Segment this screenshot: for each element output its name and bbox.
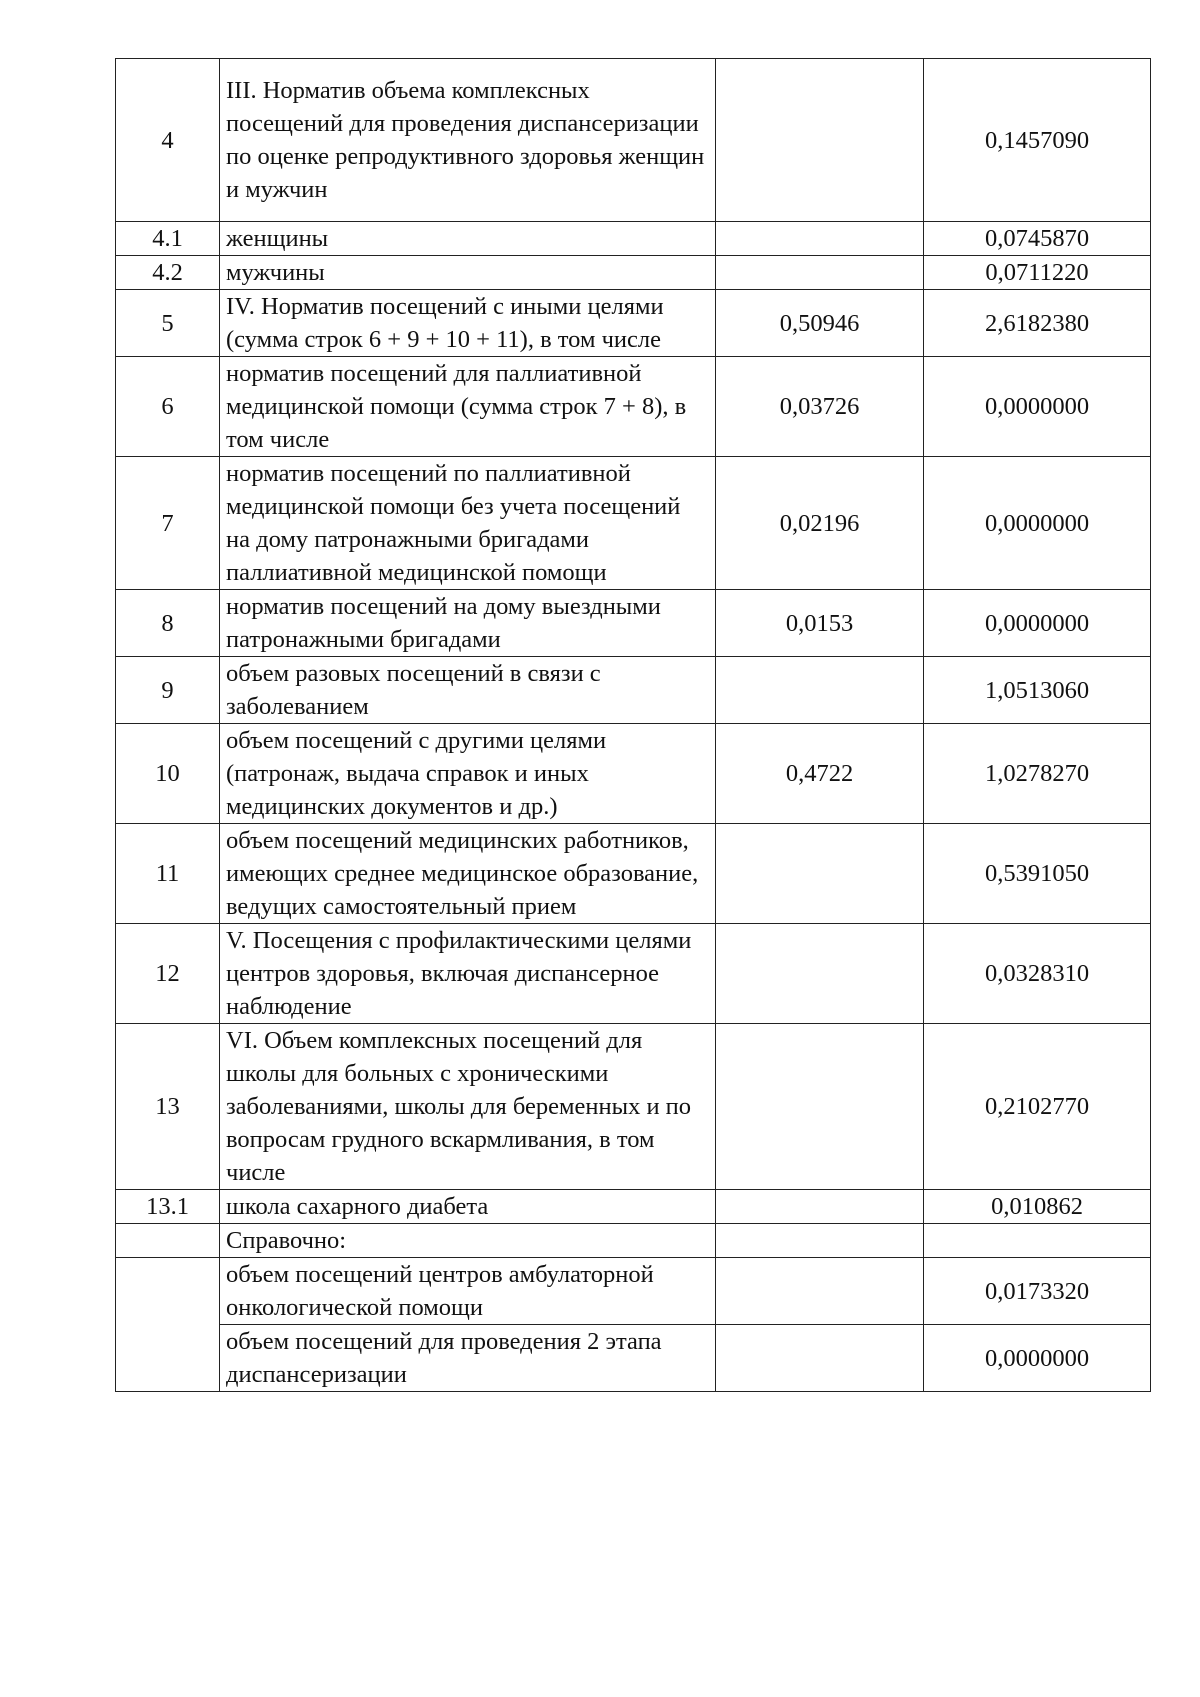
value-1-cell: 0,03726 bbox=[716, 357, 924, 457]
table-row bbox=[116, 1224, 1151, 1258]
value-2-cell: 0,0000000 bbox=[924, 1325, 1151, 1392]
value-1-cell bbox=[716, 1224, 924, 1258]
value-1-cell bbox=[716, 1258, 924, 1325]
row-number-cell bbox=[116, 1258, 220, 1392]
table-row bbox=[116, 724, 1151, 824]
value-2-cell: 0,0173320 bbox=[924, 1258, 1151, 1325]
row-number-cell: 13 bbox=[116, 1024, 220, 1190]
row-number-cell: 4.2 bbox=[116, 256, 220, 290]
row-number-cell: 7 bbox=[116, 457, 220, 590]
value-1-cell bbox=[716, 1325, 924, 1392]
row-number-cell: 8 bbox=[116, 590, 220, 657]
value-2-cell: 0,2102770 bbox=[924, 1024, 1151, 1190]
value-2-cell: 1,0278270 bbox=[924, 724, 1151, 824]
value-1-cell bbox=[716, 1190, 924, 1224]
row-number-cell: 9 bbox=[116, 657, 220, 724]
reference-row bbox=[116, 1325, 1151, 1392]
value-2-cell: 0,0000000 bbox=[924, 357, 1151, 457]
table-row bbox=[116, 1024, 1151, 1190]
value-2-cell bbox=[924, 1224, 1151, 1258]
value-2-cell: 0,0328310 bbox=[924, 924, 1151, 1024]
row-name-cell: объем посещений медицинских работников, имеющих среднее медицинское образование, ведущих самостоятельный прием bbox=[220, 824, 716, 924]
row-name-cell: женщины bbox=[220, 222, 716, 256]
reference-row bbox=[116, 1258, 1151, 1325]
row-name-cell: объем разовых посещений в связи с заболеванием bbox=[220, 657, 716, 724]
table-row bbox=[116, 824, 1151, 924]
row-number-cell: 4.1 bbox=[116, 222, 220, 256]
row-name-cell: объем посещений для проведения 2 этапа диспансеризации bbox=[220, 1325, 716, 1392]
table-row bbox=[116, 59, 1151, 222]
row-number-cell: 13.1 bbox=[116, 1190, 220, 1224]
row-name-cell: Справочно: bbox=[220, 1224, 716, 1258]
row-name-cell: норматив посещений для паллиативной медицинской помощи (сумма строк 7 + 8), в том числе bbox=[220, 357, 716, 457]
norms-table-body bbox=[116, 59, 1151, 1392]
value-1-cell bbox=[716, 222, 924, 256]
value-2-cell: 0,0000000 bbox=[924, 457, 1151, 590]
row-name-cell: VI. Объем комплексных посещений для школы для больных с хроническими заболеваниями, школы для беременных и по вопросам грудного вскармливания, в том числе bbox=[220, 1024, 716, 1190]
row-number-cell: 10 bbox=[116, 724, 220, 824]
row-name-cell: школа сахарного диабета bbox=[220, 1190, 716, 1224]
table-row bbox=[116, 290, 1151, 357]
row-name-cell: мужчины bbox=[220, 256, 716, 290]
value-1-cell: 0,02196 bbox=[716, 457, 924, 590]
value-2-cell: 0,0000000 bbox=[924, 590, 1151, 657]
table-row bbox=[116, 590, 1151, 657]
table-row bbox=[116, 457, 1151, 590]
table-row bbox=[116, 256, 1151, 290]
row-number-cell: 5 bbox=[116, 290, 220, 357]
norms-table bbox=[115, 58, 1151, 1392]
value-1-cell: 0,4722 bbox=[716, 724, 924, 824]
row-name-cell: IV. Норматив посещений с иными целями (сумма строк 6 + 9 + 10 + 11), в том числе bbox=[220, 290, 716, 357]
table-row bbox=[116, 1190, 1151, 1224]
value-2-cell: 0,1457090 bbox=[924, 59, 1151, 222]
value-2-cell: 0,0711220 bbox=[924, 256, 1151, 290]
table-row bbox=[116, 657, 1151, 724]
value-1-cell bbox=[716, 59, 924, 222]
row-number-cell: 6 bbox=[116, 357, 220, 457]
row-name-cell: норматив посещений по паллиативной медицинской помощи без учета посещений на дому патронажными бригадами паллиативной медицинской помощи bbox=[220, 457, 716, 590]
table-row bbox=[116, 222, 1151, 256]
value-1-cell bbox=[716, 657, 924, 724]
value-1-cell: 0,50946 bbox=[716, 290, 924, 357]
value-2-cell: 1,0513060 bbox=[924, 657, 1151, 724]
table-row bbox=[116, 357, 1151, 457]
row-number-cell: 4 bbox=[116, 59, 220, 222]
value-1-cell bbox=[716, 824, 924, 924]
row-name-cell: объем посещений с другими целями (патронаж, выдача справок и иных медицинских документов и др.) bbox=[220, 724, 716, 824]
table-row bbox=[116, 924, 1151, 1024]
row-name-cell: норматив посещений на дому выездными патронажными бригадами bbox=[220, 590, 716, 657]
row-number-cell: 12 bbox=[116, 924, 220, 1024]
value-2-cell: 0,0745870 bbox=[924, 222, 1151, 256]
row-name-cell: объем посещений центров амбулаторной онкологической помощи bbox=[220, 1258, 716, 1325]
value-1-cell bbox=[716, 256, 924, 290]
value-2-cell: 0,010862 bbox=[924, 1190, 1151, 1224]
row-name-cell: III. Норматив объема комплексных посещений для проведения диспансеризации по оценке репродуктивного здоровья женщин и мужчин bbox=[220, 59, 716, 222]
value-1-cell: 0,0153 bbox=[716, 590, 924, 657]
value-2-cell: 0,5391050 bbox=[924, 824, 1151, 924]
row-number-cell: 11 bbox=[116, 824, 220, 924]
row-name-cell: V. Посещения с профилактическими целями центров здоровья, включая диспансерное наблюдение bbox=[220, 924, 716, 1024]
row-number-cell bbox=[116, 1224, 220, 1258]
value-1-cell bbox=[716, 1024, 924, 1190]
value-2-cell: 2,6182380 bbox=[924, 290, 1151, 357]
value-1-cell bbox=[716, 924, 924, 1024]
